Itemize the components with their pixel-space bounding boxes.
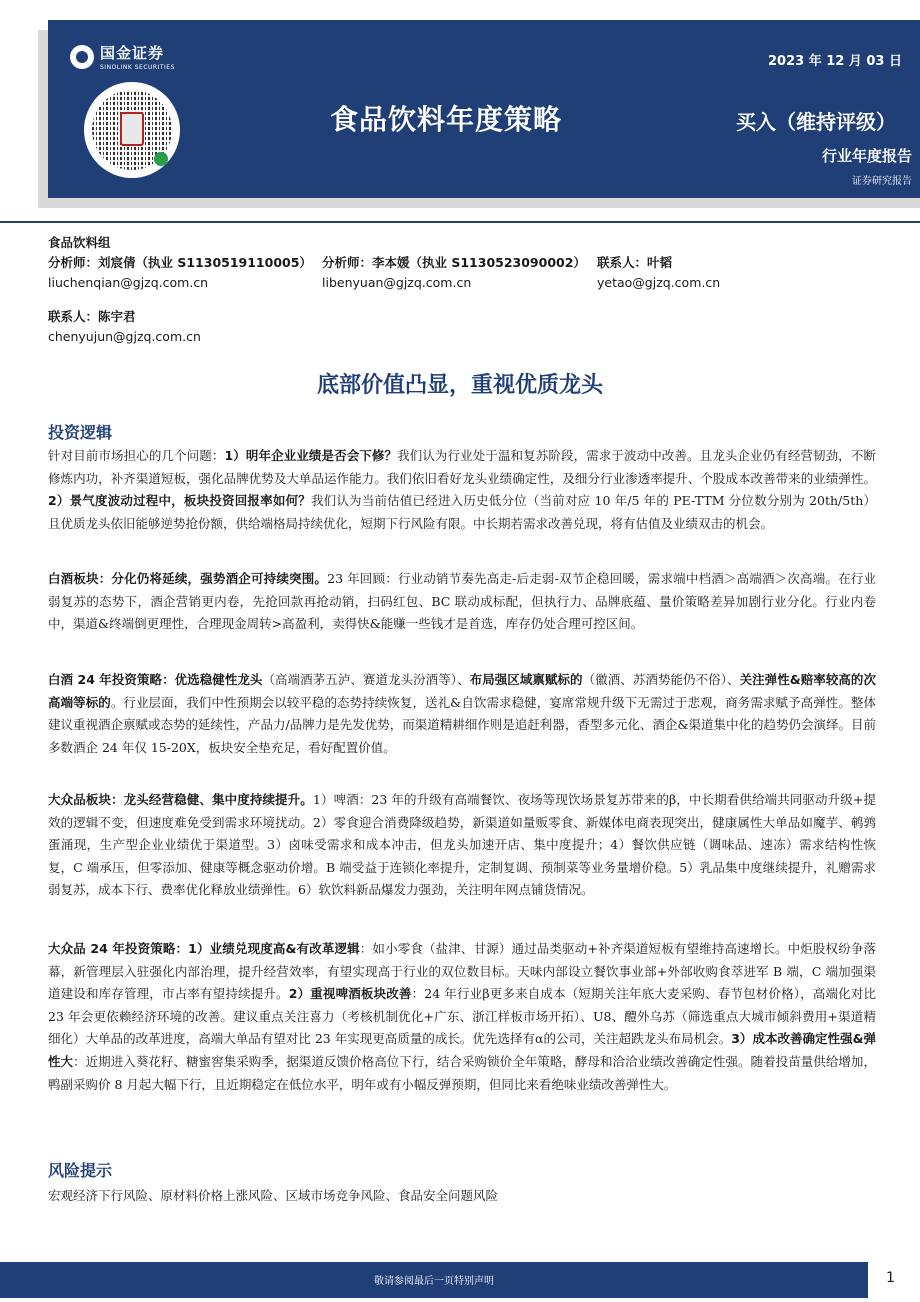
- body-text: 我们认为行业处于温和复苏阶段，需求于波动中改善。且龙头企业仍有经营韧劲，不断修炼内功，补齐渠道短板，强化品牌优势及大单品运作能力。我们依旧看好龙头业绩确定性，及细分行业渗透率提升、个股成本改善带来的业绩弹性。: [48, 448, 876, 486]
- logo-mark-icon: [70, 45, 94, 69]
- report-date: 2023 年 12 月 03 日: [768, 54, 902, 69]
- company-logo: [70, 42, 175, 71]
- emphasis-text: 关注弹性&赔率较高的次高端等标的: [48, 672, 876, 710]
- page-number: 1: [886, 1270, 895, 1286]
- logic-heading: 投资逻辑: [48, 423, 113, 442]
- logic-paragraph-2: [48, 568, 876, 636]
- emphasis-text: 大众品板块：龙头经营稳健、集中度持续提升。: [48, 792, 313, 807]
- logic-paragraph-3: [48, 669, 876, 759]
- contact-1-email[interactable]: yetao@gjzq.com.cn: [597, 275, 721, 290]
- risk-text: 宏观经济下行风险、原材料价格上涨风险、区域市场竞争风险、食品安全问题风险: [48, 1188, 499, 1203]
- body-text: 23 年回顾：行业动销节奏先高走-后走弱-双节企稳回暖，需求端中档酒＞高端酒＞次高端。在行业弱复苏的态势下，酒企营销更内卷，先抢回款再抢动销，扫码红包、BC 联动成标配，但执行力、品牌底蕴、量价策略差异加剧行业分化。行业内卷中，渠道&终端倒更理性，合理现金周转>高盈利，卖得快&能赚一些钱才是首选，库存仍处合理可控区间。: [48, 571, 876, 632]
- logo-text-cn: 国金证券: [100, 44, 165, 62]
- header-divider: [0, 221, 920, 223]
- contact-1: 联系人：叶韬: [597, 255, 673, 270]
- risk-heading: 风险提示: [48, 1161, 113, 1180]
- body-text: ：近期进入葵花籽、糖蜜窖集采购季，据渠道反馈价格高位下行，结合采购锁价全年策略，酵母和洽洽业绩改善确定性强。随着投苗量供给增加，鸭副采购价 8 月起大幅下行，且近期稳定在低位水平，明年或有小幅反弹预期，但同比来看绝味业绩改善弹性大。: [48, 1053, 876, 1092]
- emphasis-text: 白酒板块：分化仍将延续，强势酒企可持续突围。: [48, 571, 328, 586]
- body-text: （高端酒茅五泸、赛道龙头汾酒等）、: [262, 672, 470, 687]
- report-subtype: 证券研究报告: [852, 176, 912, 187]
- contact-2-email[interactable]: chenyujun@gjzq.com.cn: [48, 329, 201, 344]
- body-text: 针对目前市场担心的几个问题：: [48, 448, 225, 463]
- emphasis-text: 1）明年企业业绩是否会下修？: [224, 448, 398, 463]
- contact-2: 联系人：陈宇君: [48, 309, 136, 324]
- body-text: ：如小零食（盐津、甘源）通过品类驱动+补齐渠道短板有望维持高速增长。中炬股权纷争落幕，新管理层入驻强化内部治理，提升经营效率，有望实现高于行业的双位数目标。天味内部设立餐饮事业部+外部收购食萃进军 B 端，C 端加强渠道建设和库存管理，市占率有望持续提升。: [48, 941, 876, 1002]
- qr-code-icon: [84, 82, 180, 178]
- emphasis-text: 3）成本改善确定性强&弹性大: [48, 1031, 876, 1069]
- logic-paragraph-5: [48, 938, 876, 1096]
- emphasis-text: 白酒 24 年投资策略：优选稳健性龙头: [48, 672, 263, 687]
- body-text: 1）啤酒：23 年的升级有高端餐饮、夜场等现饮场景复苏带来的β，中长期看供给端共同驱动升级+提效的逻辑不变，但速度难免受到需求环境扰动。2）零食迎合消费降级趋势，新渠道如量贩零食、新媒体电商表现突出，健康属性大单品如魔芋、鹌鹑蛋涌现，生产型企业业绩优于渠道型。3）卤味受需求和成本冲击，但龙头加速开店、集中度提升；4）餐饮供应链（调味品、速冻）需求结构性恢复，C 端承压，但零添加、健康等概念驱动价增。B 端受益于连锁化率提升，定制复调、预制菜等业务量增价稳。5）乳品集中度继续提升，礼赠需求弱复苏，成本下行、费率优化释放业绩弹性。6）软饮料新品爆发力强劲，关注明年网点铺货情况。: [48, 792, 876, 898]
- report-type: 行业年度报告: [821, 147, 912, 165]
- logo-text-en: SINOLINK SECURITIES: [100, 64, 175, 71]
- analyst-1: 分析师：刘宸倩（执业 S1130519110005）: [48, 255, 312, 270]
- main-title: 底部价值凸显，重视优质龙头: [316, 373, 603, 398]
- analyst-2: 分析师：李本媛（执业 S1130523090002）: [322, 255, 586, 270]
- body-text: ：24 年行业β更多来自成本（短期关注年底大麦采购、春节包材价格），高端化对比 23 年会更依赖经济环境的改善。建议重点关注喜力（考核机制优化+广东、浙江样板市场开拓）、U8、醴外乌苏（筛选重点大城市倾斜费用+渠道精细化）大单品的改革进度，高端大单品有望对比 23 年实现更高质量的成长。优先选择有α的公司，关注超跌龙头布局机会。: [48, 986, 877, 1047]
- emphasis-text: 2）重视啤酒板块改善: [288, 986, 412, 1002]
- logic-paragraph-4: [48, 789, 876, 902]
- emphasis-text: 大众品 24 年投资策略：1）业绩兑现度高&有改革逻辑: [48, 941, 360, 956]
- analyst-1-email[interactable]: liuchenqian@gjzq.com.cn: [48, 275, 209, 290]
- body-text: 。行业层面，我们中性预期会以较平稳的态势持续恢复，送礼&自饮需求稳健，宴席常规升级下无需过于悲观，商务需求赋予高弹性。整体建议重视酒企禀赋或态势的延续性，产品力/品牌力是先发优势，而渠道精耕细作则是追赶利器，香型多元化、酒企&渠道集中化的趋势仍会演绎。目前多数酒企 24 年仅 15-20X，板块安全垫充足，看好配置价值。: [48, 694, 876, 755]
- footer-note: 敬请参阅最后一页特别声明: [374, 1276, 494, 1287]
- report-title: 食品饮料年度策略: [330, 103, 563, 136]
- emphasis-text: 布局强区域禀赋标的: [469, 672, 583, 687]
- rating: 买入（维持评级）: [736, 110, 896, 134]
- body-text: 我们认为当前估值已经进入历史低分位（当前对应 10 年/5 年的 PE-TTM 分位数分别为 20th/5th）且优质龙头依旧能够逆势抢份额，供给端格局持续优化，短期下行风险有限。中长期若需求改善兑现，将有估值及业绩双击的机会。: [48, 493, 876, 531]
- analyst-2-email[interactable]: libenyuan@gjzq.com.cn: [322, 275, 472, 290]
- logic-paragraph-1: [48, 445, 876, 535]
- body-text: （徽酒、苏酒势能仍不俗）、: [582, 672, 740, 687]
- emphasis-text: 2）景气度波动过程中，板块投资回报率如何？: [48, 493, 311, 509]
- analyst-group: 食品饮料组: [48, 235, 111, 250]
